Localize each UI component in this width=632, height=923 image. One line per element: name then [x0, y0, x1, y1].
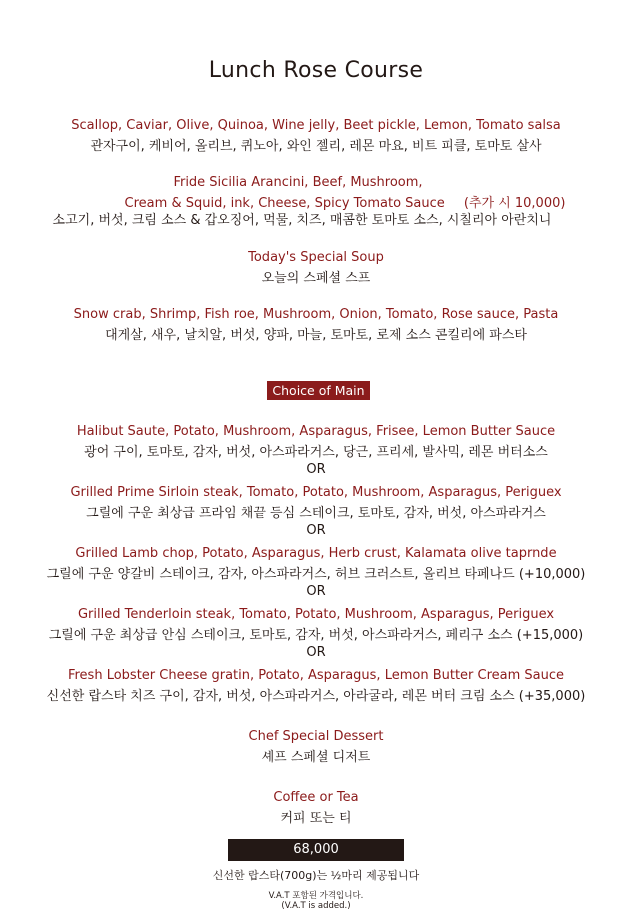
course-3-en: Today's Special Soup: [248, 250, 384, 265]
course-4-ko: 대게살, 새우, 날치알, 버섯, 양파, 마늘, 토마토, 로제 소스 콘킬리에 파스타: [105, 328, 527, 343]
main-option-2-en: Grilled Prime Sirloin steak, Tomato, Potato, Mushroom, Asparagus, Periguex: [70, 485, 562, 500]
course-3-ko: 오늘의 스페셜 스프: [261, 271, 371, 286]
main-option-4-en: Grilled Tenderloin steak, Tomato, Potato, Mushroom, Asparagus, Periguex: [77, 607, 555, 622]
main-option-4-ko: 그릴에 구운 최상급 안심 스테이크, 토마토, 감자, 버섯, 아스파라거스, 페리구 소스 (+15,000): [48, 628, 584, 643]
page-title: Lunch Rose Course: [208, 58, 424, 83]
or-separator: OR: [306, 462, 326, 477]
choice-of-main-badge: Choice of Main: [267, 381, 370, 400]
main-option-2-ko: 그릴에 구운 최상급 프라임 채끝 등심 스테이크, 토마토, 감자, 버섯, 아스파라거스: [86, 506, 546, 521]
course-2-en-line2: Cream & Squid, ink, Cheese, Spicy Tomato Sauce: [124, 196, 445, 211]
course-4-en: Snow crab, Shrimp, Fish roe, Mushroom, Onion, Tomato, Rose sauce, Pasta: [73, 307, 559, 322]
main-option-3-en: Grilled Lamb chop, Potato, Asparagus, Herb crust, Kalamata olive taprnde: [75, 546, 557, 561]
vat-note-en: (V.A.T is added.): [281, 901, 351, 911]
or-separator: OR: [306, 645, 326, 660]
drink-en: Coffee or Tea: [273, 790, 359, 805]
main-option-1-en: Halibut Saute, Potato, Mushroom, Asparagus, Frisee, Lemon Butter Sauce: [76, 424, 556, 439]
main-option-5-ko: 신선한 랍스타 치즈 구이, 감자, 버섯, 아스파라거스, 아라굴라, 레몬 버터 크림 소스 (+35,000): [46, 689, 586, 704]
main-option-1-ko: 광어 구이, 토마토, 감자, 버섯, 아스파라거스, 당근, 프리세, 발사믹, 레몬 버터소스: [84, 445, 548, 460]
course-2-surcharge: (추가 시 10,000): [463, 196, 566, 211]
main-option-3-ko: 그릴에 구운 양갈비 스테이크, 감자, 아스파라거스, 허브 크러스트, 올리브 타페나드 (+10,000): [46, 567, 586, 582]
main-option-5-en: Fresh Lobster Cheese gratin, Potato, Asparagus, Lemon Butter Cream Sauce: [67, 668, 565, 683]
dessert-en: Chef Special Dessert: [248, 729, 384, 744]
course-2-ko: 소고기, 버섯, 크림 소스 & 갑오징어, 먹물, 치즈, 매콤한 토마토 소스, 시칠리아 아란치니: [52, 213, 552, 228]
course-1-en: Scallop, Caviar, Olive, Quinoa, Wine jelly, Beet pickle, Lemon, Tomato salsa: [71, 118, 561, 133]
course-1-ko: 관자구이, 케비어, 올리브, 퀴노아, 와인 젤리, 레몬 마요, 비트 피클, 토마토 살사: [90, 139, 542, 154]
or-separator: OR: [306, 584, 326, 599]
vat-note-ko: V.A.T 포함된 가격입니다.: [268, 891, 364, 901]
price-bar: 68,000: [228, 839, 404, 861]
lobster-note: 신선한 랍스타(700g)는 ½마리 제공됩니다: [212, 869, 420, 882]
or-separator: OR: [306, 523, 326, 538]
course-2-en-line1: Fride Sicilia Arancini, Beef, Mushroom,: [173, 175, 423, 190]
drink-ko: 커피 또는 티: [280, 811, 352, 826]
dessert-ko: 셰프 스페셜 디저트: [261, 750, 371, 765]
